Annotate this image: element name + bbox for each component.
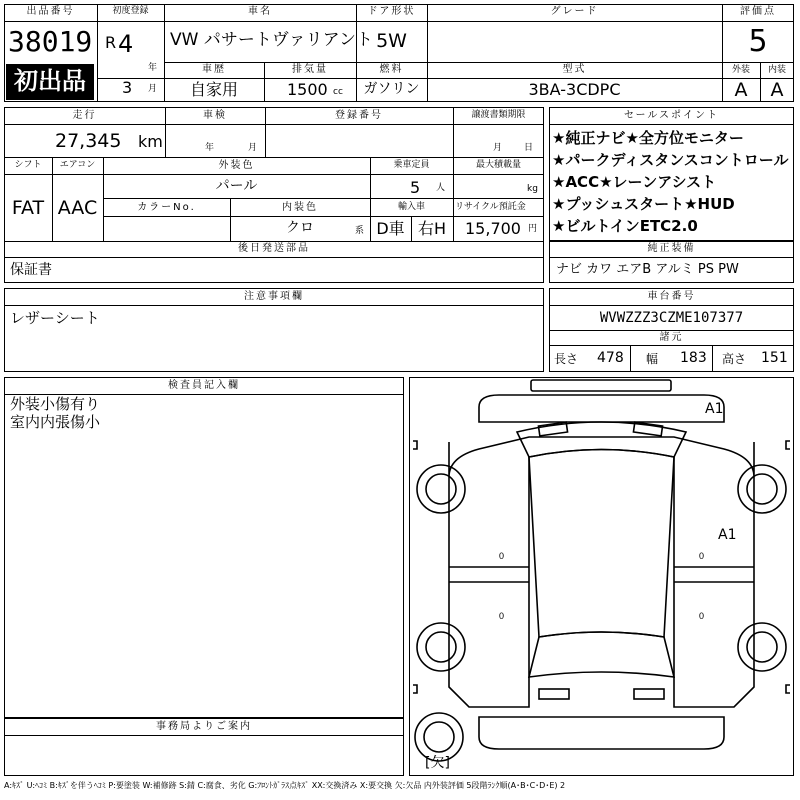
recycle-value: 15,700 <box>465 219 521 238</box>
inspector-line: 外装小傷有り <box>10 395 101 413</box>
height-label: 高さ <box>722 352 747 366</box>
svg-text:0: 0 <box>699 551 705 561</box>
model-value: 3BA-3CDPC <box>528 80 621 99</box>
inspection-label: 車検 <box>203 110 227 121</box>
recycle-unit: 円 <box>528 224 538 234</box>
score-label: 評価点 <box>740 6 776 17</box>
era: R <box>105 33 117 52</box>
car-name: VW パサートヴァリアント <box>170 30 373 50</box>
mileage-value: 27,345 <box>55 130 122 152</box>
steering-value: 右H <box>417 219 447 238</box>
registration-label: 登録番号 <box>335 110 383 121</box>
history-value: 自家用 <box>189 80 238 99</box>
interior-label: 内装 <box>767 65 786 75</box>
length-label: 長さ <box>554 352 579 366</box>
dims-label: 諸元 <box>659 332 684 343</box>
damage-mark: A1 <box>705 401 724 417</box>
aircon-value: AAC <box>57 197 98 219</box>
month-unit: 月 <box>148 84 158 94</box>
transfer-month-unit: 月 <box>493 143 503 153</box>
width-value: 183 <box>680 350 707 366</box>
later-parts-label: 後日発送部品 <box>238 243 310 254</box>
ext-color-value: パール <box>215 178 258 194</box>
capacity-label: 乗車定員 <box>393 160 430 170</box>
import-dealer: D車 <box>376 219 405 238</box>
transfer-day-unit: 日 <box>524 143 534 153</box>
length-value: 478 <box>597 350 624 366</box>
chassis-value: WVWZZZ3CZME107377 <box>599 310 744 326</box>
score-value: 5 <box>748 24 768 59</box>
legend-text: A:ｷｽﾞ U:ﾍｺﾐ B:ｷｽﾞを伴うﾍｺﾐ P:要塗装 W:補修跡 S:錆 C:腐食、劣化 G:ﾌﾛﾝﾄｶﾞﾗｽ点ｷｽﾞ XX:交換済み X:要交換 欠:欠品 内外装評価 5段階ﾗﾝｸ順(A･B･C･D･E) 2 <box>4 781 566 790</box>
first-reg-label: 初度登録 <box>112 6 149 16</box>
sales-points-label: セールスポイント <box>623 110 720 121</box>
int-color-label: 内装色 <box>282 202 318 213</box>
damage-mark: A1 <box>718 527 737 543</box>
car-diagram <box>409 377 794 776</box>
aircon-label: エアコン <box>59 160 96 170</box>
int-color-value: クロ <box>286 220 314 236</box>
missing-mark-text: 欠 <box>430 755 445 771</box>
sales-point-item: ★プッシュスタート★HUD <box>552 195 735 213</box>
width-label: 幅 <box>646 352 659 366</box>
notes-label: 注意事項欄 <box>244 291 304 302</box>
equipment-value: ナビ カワ エアB アルミ PS PW <box>556 262 739 277</box>
max-load-label: 最大積載量 <box>475 160 521 170</box>
shift-value: FAT <box>11 197 45 219</box>
lot-no-label: 出品番号 <box>26 6 75 17</box>
inspection-year-unit: 年 <box>205 143 215 153</box>
year-no: 4 <box>118 30 134 58</box>
fuel-label: 燃料 <box>379 64 404 75</box>
notes-value: レザーシート <box>10 309 100 327</box>
door-label: ドア形状 <box>367 6 416 17</box>
equipment-label: 純正装備 <box>647 243 696 254</box>
svg-text:0: 0 <box>699 611 705 621</box>
month-no: 3 <box>122 78 133 97</box>
exterior-label: 外装 <box>731 65 750 75</box>
displacement-unit: cc <box>333 87 343 97</box>
interior-score: A <box>770 79 784 101</box>
history-label: 車歴 <box>202 64 226 75</box>
door-type: 5W <box>376 30 407 52</box>
height-value: 151 <box>761 350 788 366</box>
recycle-label: リサイクル預託金 <box>455 202 526 212</box>
chassis-label: 車台番号 <box>647 291 696 302</box>
fuel-value: ガソリン <box>363 81 420 97</box>
lot-no: 38019 <box>8 25 93 58</box>
exterior-score: A <box>734 79 748 101</box>
displacement-label: 排気量 <box>292 64 328 75</box>
sales-point-item: ★純正ナビ★全方位モニター <box>552 129 744 147</box>
inspector-line: 室内内張傷小 <box>10 413 101 431</box>
color-no-label: カラーNo. <box>137 202 196 213</box>
inspector-label: 検査員記入欄 <box>168 380 240 391</box>
grade-label: グレード <box>550 6 599 17</box>
svg-text:0: 0 <box>499 611 505 621</box>
max-load-unit: kg <box>527 184 538 194</box>
capacity-unit: 人 <box>436 183 446 193</box>
inspection-month-unit: 月 <box>248 143 258 153</box>
mileage-label: 走行 <box>72 110 97 121</box>
capacity-value: 5 <box>410 178 421 197</box>
import-label: 輸入車 <box>397 202 425 212</box>
sales-point-item: ★ビルトインETC2.0 <box>552 217 698 235</box>
sales-point-item: ★パークディスタンスコントロール <box>552 151 789 169</box>
ext-color-label: 外装色 <box>218 160 255 171</box>
sales-point-item: ★ACC★レーンアシスト <box>552 173 717 191</box>
missing-mark: [欠] <box>425 755 450 771</box>
year-unit: 年 <box>148 63 158 73</box>
car-name-label: 車名 <box>248 6 272 17</box>
shift-label: シフト <box>14 160 42 170</box>
svg-text:0: 0 <box>499 551 505 561</box>
displacement-value: 1500 <box>287 80 328 99</box>
later-parts-value: 保証書 <box>10 262 52 278</box>
model-label: 型式 <box>562 64 587 75</box>
first-listing-text: 初出品 <box>14 67 86 95</box>
int-color-unit: 系 <box>355 226 365 236</box>
mileage-unit: km <box>138 132 163 151</box>
transfer-label: 譲渡書類期限 <box>471 110 526 120</box>
office-label: 事務局よりご案内 <box>156 721 252 732</box>
